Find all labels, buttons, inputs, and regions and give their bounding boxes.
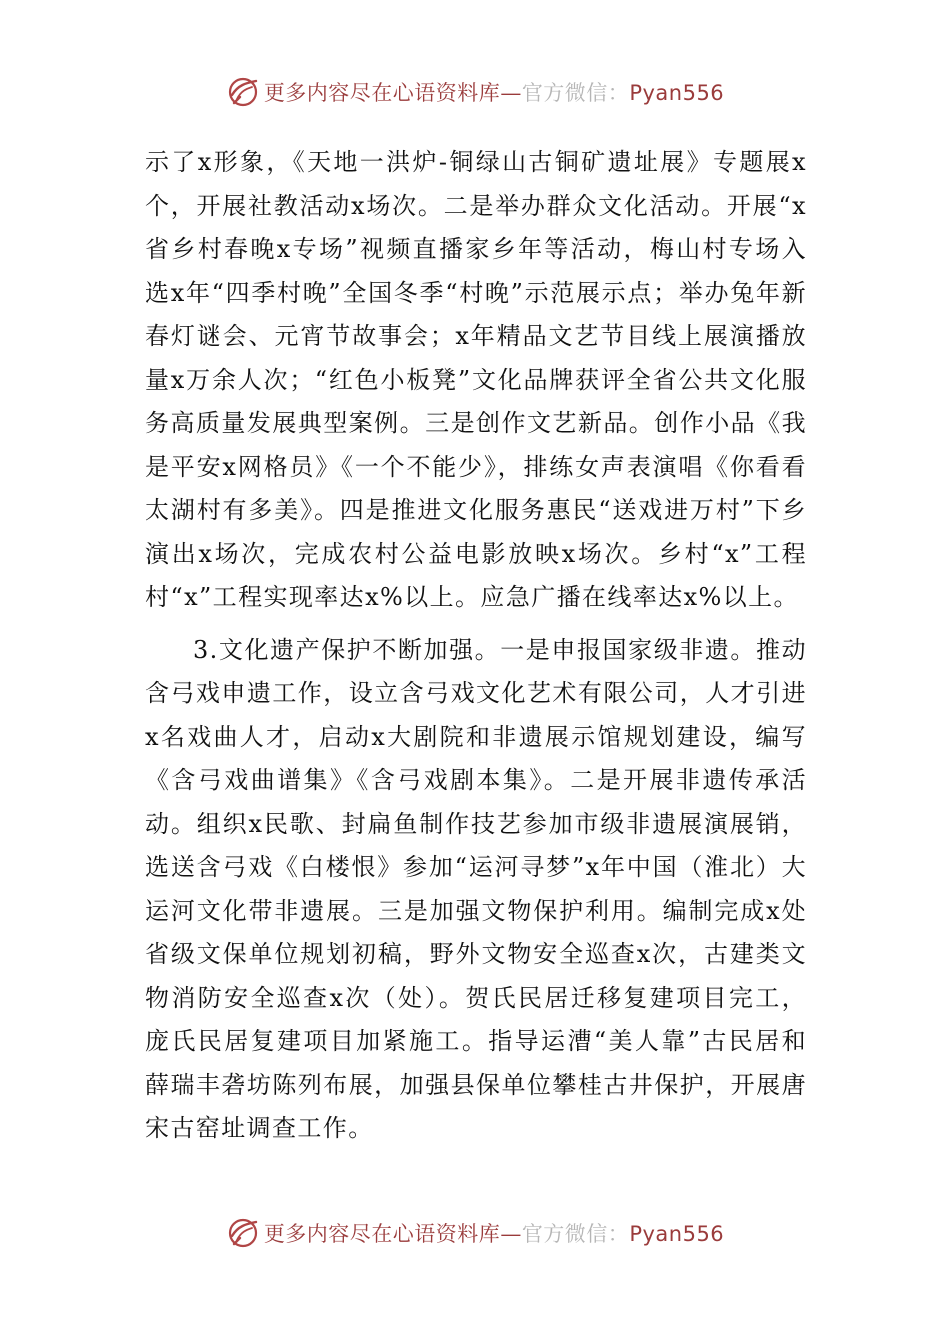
banner-text — [264, 77, 724, 107]
document-body — [145, 141, 807, 1151]
wechat-label: 官方微信： — [521, 81, 630, 105]
wechat-label: 官方微信： — [521, 1222, 630, 1246]
paragraph-continued: 示了x形象，《天地一洪炉-铜绿山古铜矿遗址展》专题展x个，开展社教活动x场次。二是举办群众文化活动。开展“x省乡村春晚x专场”视频直播家乡年等活动，梅山村专场入选x年“四季村晚”全国冬季“村晚”示范展示点；举办兔年新春灯谜会、元宵节故事会；x年精品文艺节目线上展演播放量x万余人次；“红色小板凳”文化品牌获评全省公共文化服务高质量发展典型案例。三是创作文艺新品。创作小品《我是平安x网格员》《一个不能少》，排练女声表演唱《你看看太湖村有多美》。四是推进文化服务惠民“送戏进万村”下乡演出x场次，完成农村公益电影放映x场次。乡村“x”工程村“x”工程实现率达x%以上。应急广播在线率达x%以上。 — [145, 148, 807, 611]
wechat-id: Pyan556 — [629, 1222, 725, 1246]
banner-dash: — — [500, 1222, 522, 1246]
banner-dash: — — [500, 81, 522, 105]
header-banner — [0, 72, 950, 112]
paragraph-heritage: 3.文化遗产保护不断加强。一是申报国家级非遗。推动含弓戏申遗工作，设立含弓戏文化艺术有限公司，人才引进x名戏曲人才，启动x大剧院和非遗展示馆规划建设，编写《含弓戏曲谱集》《含弓戏剧本集》。二是开展非遗传承活动。组织x民歌、封扁鱼制作技艺参加市级非遗展演展销，选送含弓戏《白楼恨》参加“运河寻梦”x年中国（淮北）大运河文化带非遗展。三是加强文物保护利用。编制完成x处省级文保单位规划初稿，野外文物安全巡查x次，古建类文物消防安全巡查x次（处）。贺氏民居迁移复建项目完工，庞氏民居复建项目加紧施工。指导运漕“美人靠”古民居和薛瑞丰砻坊陈列布展，加强县保单位攀桂古井保护，开展唐宋古窑址调查工作。 — [145, 635, 807, 1142]
banner-text — [264, 1218, 724, 1248]
footer-banner — [0, 1213, 950, 1253]
banner-main-text: 更多内容尽在心语资料库 — [263, 81, 501, 105]
logo-icon — [226, 75, 260, 109]
wechat-id: Pyan556 — [629, 81, 725, 105]
logo-icon — [226, 1216, 260, 1250]
banner-main-text: 更多内容尽在心语资料库 — [263, 1222, 501, 1246]
